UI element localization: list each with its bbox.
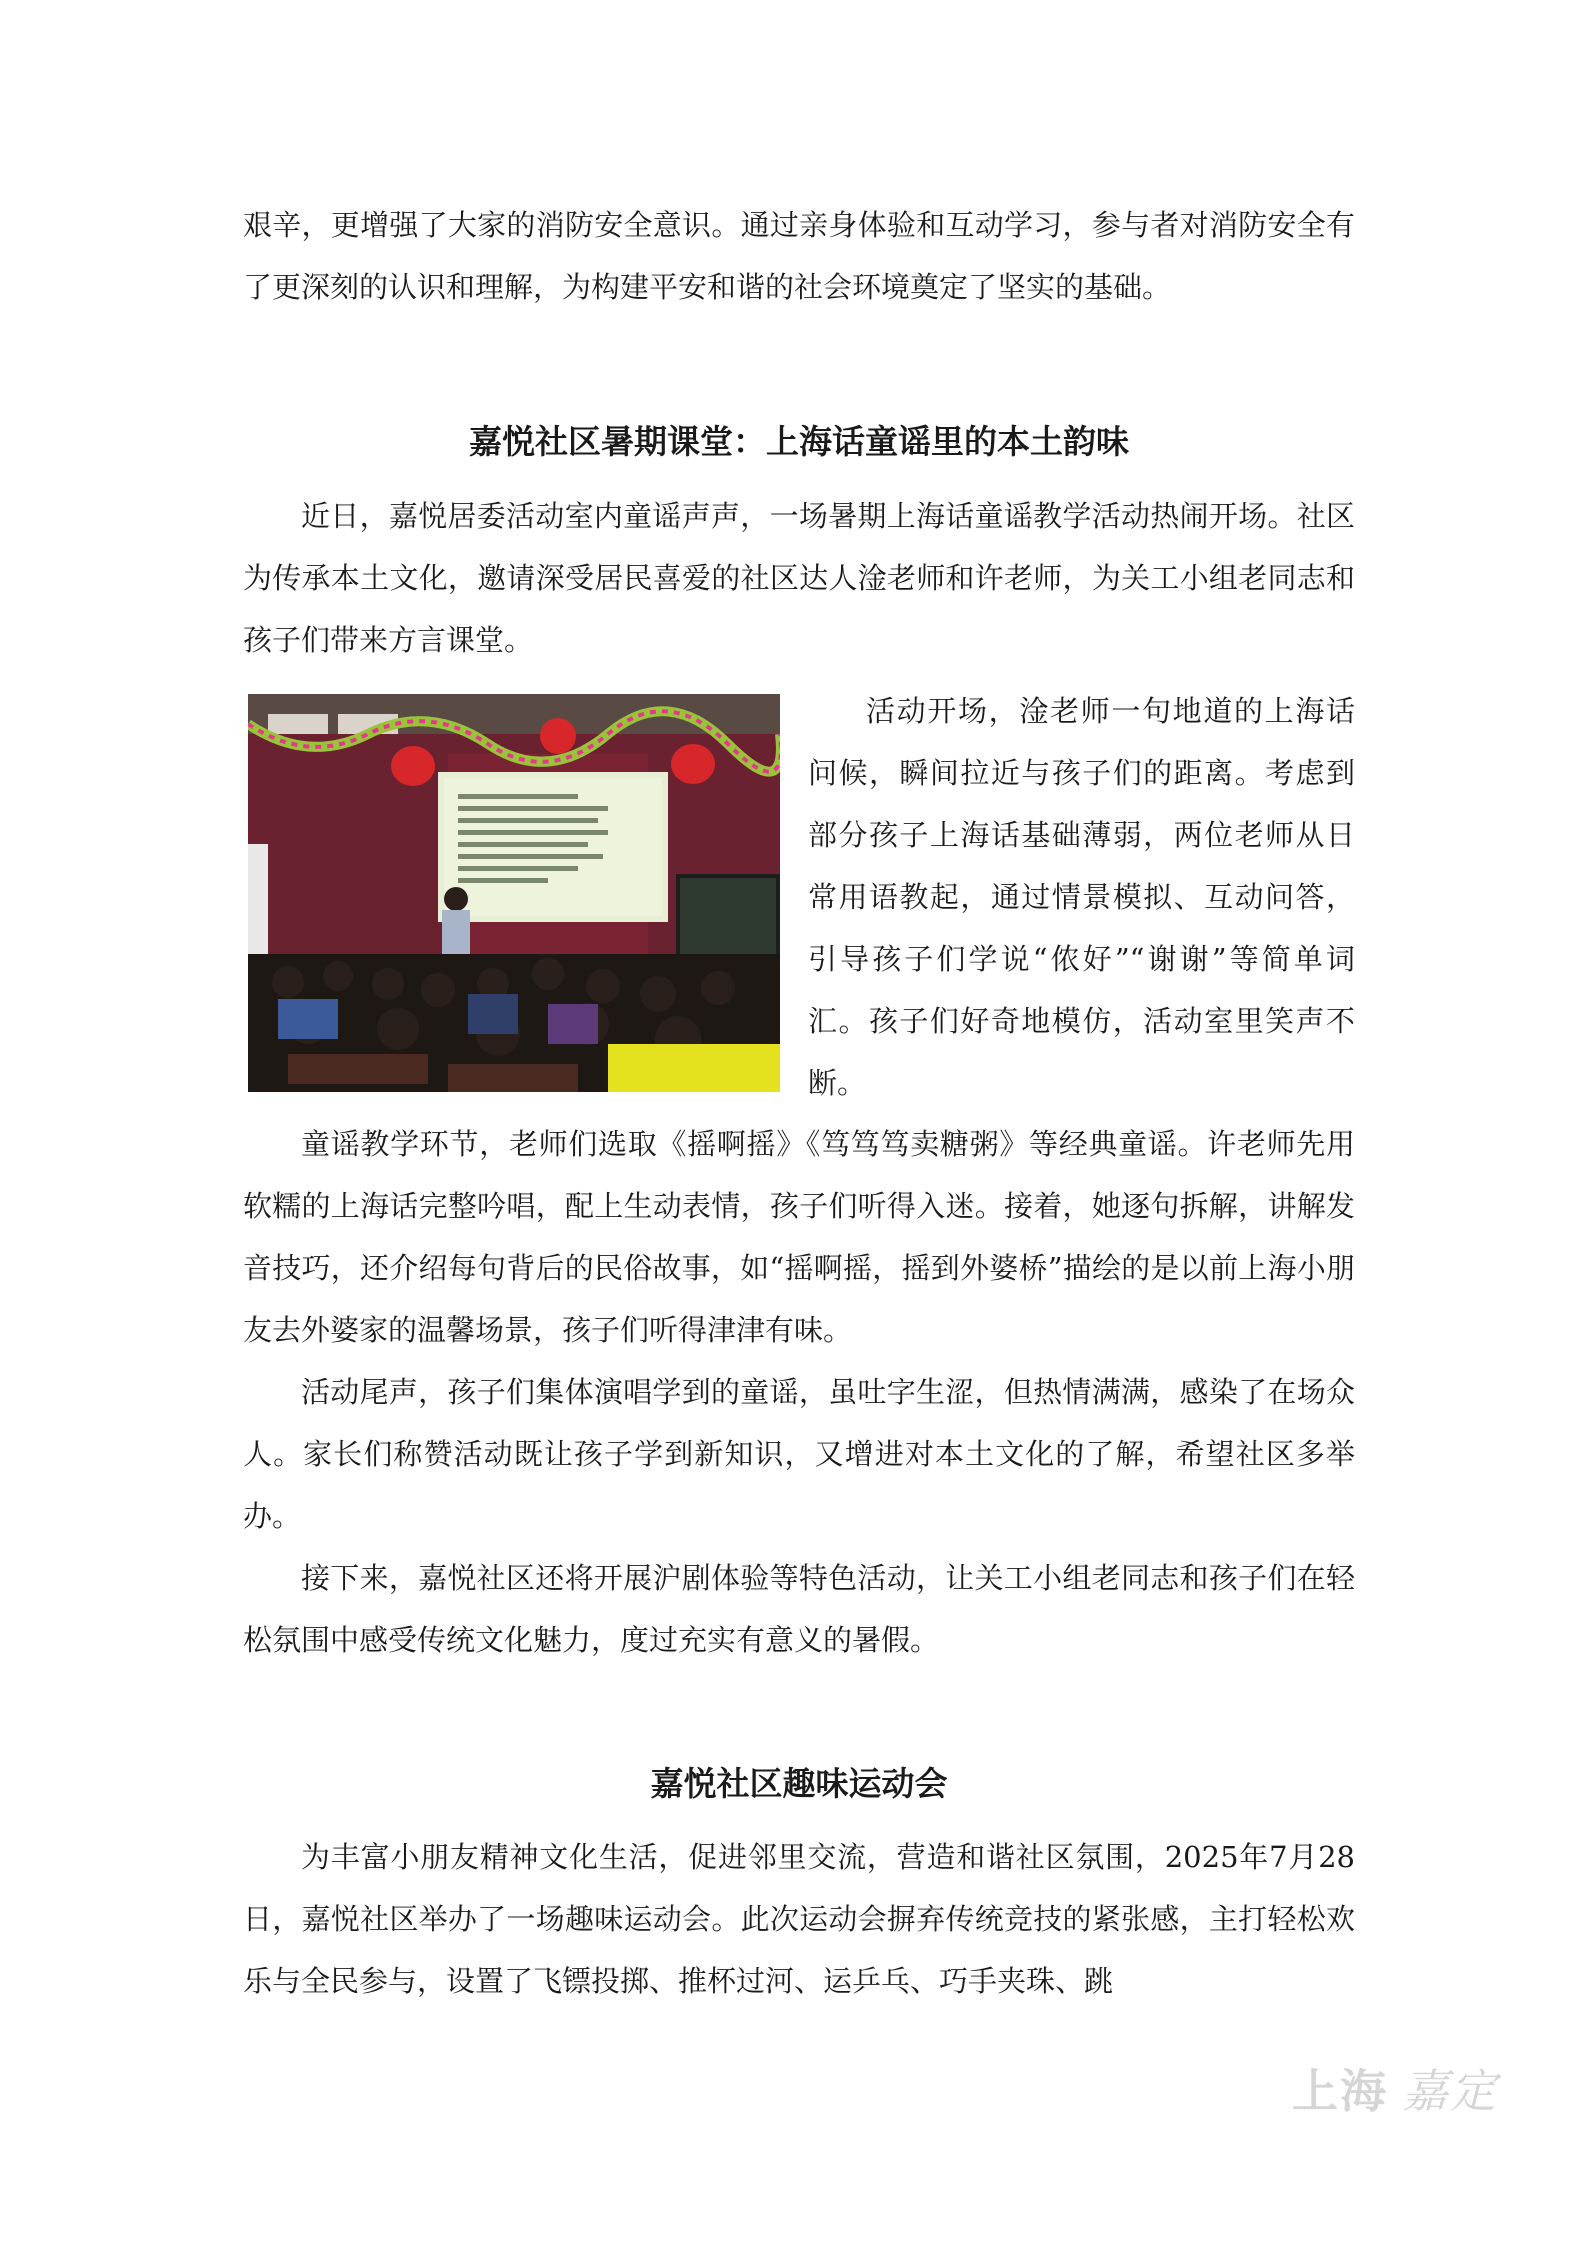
article1-paragraph-4-block [243,1361,1355,1547]
intro-paragraph: 艰辛，更增强了大家的消防安全意识。通过亲身体验和互动学习，参与者对消防安全有了更深刻的认识和理解，为构建平安和谐的社会环境奠定了坚实的基础。 [243,208,1355,304]
article1-paragraph-3-block [243,1113,1355,1361]
activity-photo [248,694,780,1092]
article1-paragraph-5-block [243,1547,1355,1671]
article1-paragraph-2-block [808,680,1355,1114]
article1-title: 嘉悦社区暑期课堂：上海话童谣里的本土韵味 [469,422,1129,461]
article1-paragraph-3: 童谣教学环节，老师们选取《摇啊摇》《笃笃笃卖糖粥》等经典童谣。许老师先用软糯的上海话完整吟唱，配上生动表情，孩子们听得入迷。接着，她逐句拆解，讲解发音技巧，还介绍每句背后的民俗故事，如“摇啊摇，摇到外婆桥”描绘的是以前上海小朋友去外婆家的温馨场景，孩子们听得津津有味。 [243,1127,1355,1347]
watermark-text-2: 嘉定 [1402,2064,1498,2118]
article1-paragraph-2: 活动开场，淦老师一句地道的上海话问候，瞬间拉近与孩子们的距离。考虑到部分孩子上海话基础薄弱，两位老师从日常用语教起，通过情景模拟、互动问答，引导孩子们学说“侬好”“谢谢”等简单词汇。孩子们好奇地模仿，活动室里笑声不断。 [808,694,1355,1100]
intro-section [243,194,1355,318]
article2-paragraph-1-block [243,1826,1355,2012]
watermark-text-1: 上海 [1292,2064,1388,2118]
article1-paragraph-5: 接下来，嘉悦社区还将开展沪剧体验等特色活动，让关工小组老同志和孩子们在轻松氛围中感受传统文化魅力，度过充实有意义的暑假。 [243,1561,1355,1657]
article2-title: 嘉悦社区趣味运动会 [650,1764,948,1803]
article1-section [243,412,1355,472]
article2-section [243,1754,1355,1814]
article1-paragraph-1-block [243,485,1355,671]
classroom-photo-illustration [248,694,780,1092]
article1-paragraph-4: 活动尾声，孩子们集体演唱学到的童谣，虽吐字生涩，但热情满满，感染了在场众人。家长们称赞活动既让孩子学到新知识，又增进对本土文化的了解，希望社区多举办。 [243,1375,1355,1533]
article1-paragraph-1: 近日，嘉悦居委活动室内童谣声声，一场暑期上海话童谣教学活动热闹开场。社区为传承本土文化，邀请深受居民喜爱的社区达人淦老师和许老师，为关工小组老同志和孩子们带来方言课堂。 [243,499,1355,657]
shanghai-jiading-watermark [1292,2055,1498,2121]
article2-paragraph-1: 为丰富小朋友精神文化生活，促进邻里交流，营造和谐社区氛围，2025年7月28日，嘉悦社区举办了一场趣味运动会。此次运动会摒弃传统竞技的紧张感，主打轻松欢乐与全民参与，设置了飞镖投掷、推杯过河、运乒乓、巧手夹珠、跳 [243,1840,1355,1998]
